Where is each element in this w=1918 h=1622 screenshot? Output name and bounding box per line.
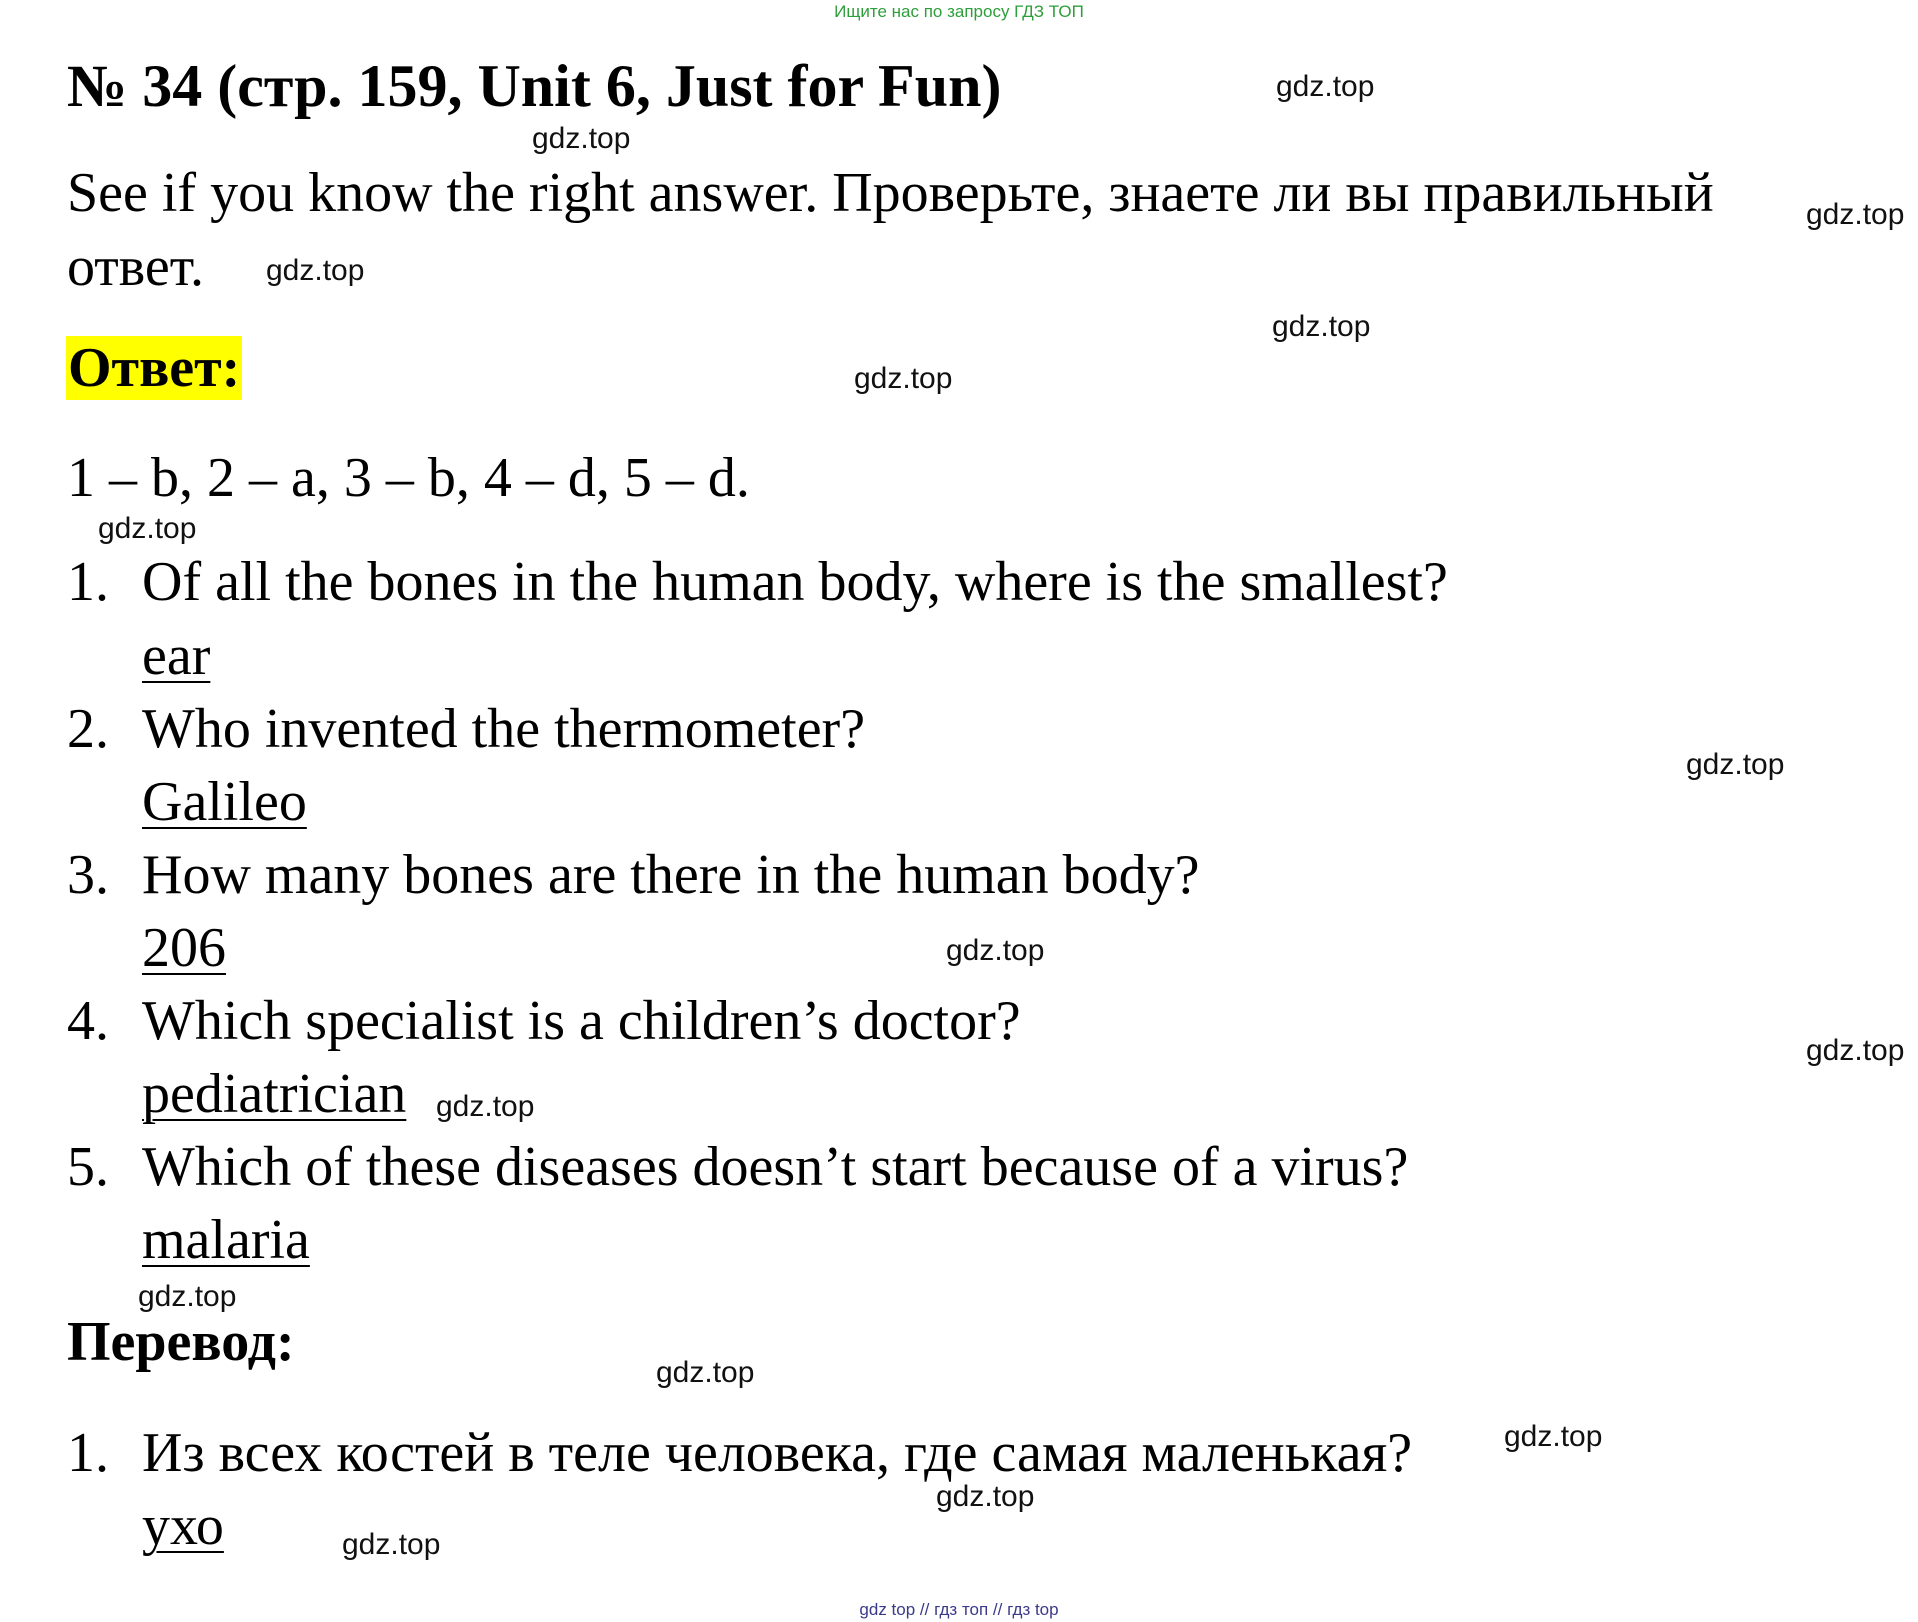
question-4-answer: pediatrician <box>142 1063 407 1125</box>
footer-links: gdz top // гдз топ // гдз top <box>859 1600 1059 1619</box>
watermark: gdz.top <box>854 362 953 395</box>
watermark: gdz.top <box>98 512 197 545</box>
question-1-text: Of all the bones in the human body, where is the smallest? <box>142 551 1448 613</box>
translation-heading: Перевод: <box>67 1311 295 1373</box>
question-5-number: 5. <box>67 1136 109 1198</box>
question-2-number: 2. <box>67 698 109 760</box>
translation-1-answer: ухо <box>142 1495 224 1557</box>
watermark: gdz.top <box>936 1480 1035 1513</box>
question-2-text: Who invented the thermometer? <box>142 698 866 760</box>
watermark: gdz.top <box>946 934 1045 967</box>
question-3-number: 3. <box>67 844 109 906</box>
question-1-answer: ear <box>142 625 211 687</box>
translation-1-number: 1. <box>67 1422 109 1484</box>
question-5-text: Which of these diseases doesn’t start because of a virus? <box>142 1136 1409 1198</box>
question-2-answer: Galileo <box>142 771 307 833</box>
watermark: gdz.top <box>656 1356 755 1389</box>
question-1-number: 1. <box>67 551 109 613</box>
instructions-line-2: ответ. <box>67 236 204 298</box>
translation-1-text: Из всех костей в теле человека, где самая маленькая? <box>142 1422 1413 1484</box>
watermark: gdz.top <box>1686 748 1785 781</box>
exercise-title: № 34 (стр. 159, Unit 6, Just for Fun) <box>67 53 1002 119</box>
question-4-number: 4. <box>67 990 109 1052</box>
watermark: gdz.top <box>1504 1420 1603 1453</box>
watermark: gdz.top <box>138 1280 237 1313</box>
question-5-answer: malaria <box>142 1209 310 1271</box>
watermark: gdz.top <box>266 254 365 287</box>
watermark: gdz.top <box>1806 198 1905 231</box>
answer-heading: Ответ: <box>68 337 241 399</box>
question-3-answer: 206 <box>142 917 226 979</box>
top-search-hint: Ищите нас по запросу ГДЗ ТОП <box>834 2 1084 21</box>
answer-key: 1 – b, 2 – a, 3 – b, 4 – d, 5 – d. <box>67 447 750 509</box>
watermark: gdz.top <box>1276 70 1375 103</box>
watermark: gdz.top <box>342 1528 441 1561</box>
instructions-line-1: See if you know the right answer. Проверьте, знаете ли вы правильный <box>67 162 1714 224</box>
watermark: gdz.top <box>436 1090 535 1123</box>
watermark: gdz.top <box>1806 1034 1905 1067</box>
question-3-text: How many bones are there in the human body? <box>142 844 1200 906</box>
watermark: gdz.top <box>1272 310 1371 343</box>
question-4-text: Which specialist is a children’s doctor? <box>142 990 1021 1052</box>
watermark: gdz.top <box>532 122 631 155</box>
